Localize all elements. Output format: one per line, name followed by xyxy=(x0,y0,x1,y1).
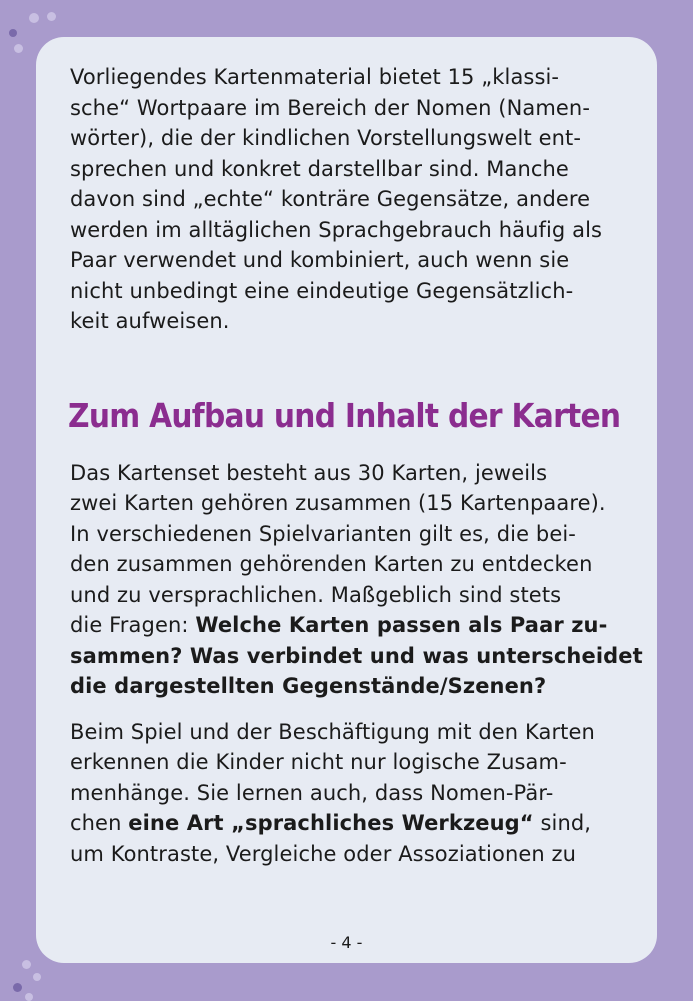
text-line: Das Kartenset besteht aus 30 Karten, jeweils xyxy=(70,460,548,485)
text-line xyxy=(70,610,627,641)
text-run: chen xyxy=(70,811,129,835)
text-line: und zu versprachlichen. Maßgeblich sind stets xyxy=(70,582,562,607)
text-line: sprechen und konkret darstellbar sind. Manche xyxy=(70,156,569,181)
text-line: wörter), die der kindlichen Vorstellungswelt ent- xyxy=(70,126,582,150)
decorative-dot xyxy=(14,44,23,53)
decorative-dot xyxy=(13,983,22,992)
section-paragraph-1 xyxy=(70,458,643,702)
emphasis-text: Welche Karten passen als Paar zu- xyxy=(195,613,608,637)
text-line: Vorliegendes Kartenmaterial bietet 15 „klassi- xyxy=(70,65,560,89)
decorative-dot xyxy=(33,973,41,981)
emphasis-text: eine Art „sprachliches Werkzeug“ xyxy=(128,811,534,835)
text-run: die Fragen: xyxy=(70,613,196,637)
text-line: keit aufweisen. xyxy=(70,309,230,333)
text-line: In verschiedenen Spielvarianten gilt es, die bei- xyxy=(70,521,576,546)
text-line: werden im alltäglichen Sprachgebrauch häufig als xyxy=(70,217,603,242)
decorative-dot xyxy=(29,13,39,23)
decorative-dot xyxy=(9,29,17,37)
content-card xyxy=(36,37,657,963)
text-line: erkennen die Kinder nicht nur logische Zusam- xyxy=(70,750,567,774)
decorative-dot xyxy=(22,960,31,969)
decorative-dot xyxy=(47,12,56,21)
page-number: - 4 - xyxy=(330,933,363,952)
emphasis-line: die dargestellten Gegenstände/Szenen? xyxy=(70,674,547,698)
text-line: menhänge. Sie lernen auch, dass Nomen-Pär- xyxy=(70,780,554,805)
text-run: sind, xyxy=(533,811,592,835)
text-line: zwei Karten gehören zusammen (15 Kartenpaare). xyxy=(70,491,606,515)
section-paragraph-2 xyxy=(70,717,627,870)
emphasis-line: sammen? Was verbindet und was unterscheidet xyxy=(70,643,643,668)
text-line: um Kontraste, Vergleiche oder Assoziationen zu xyxy=(70,841,577,866)
text-line: nicht unbedingt eine eindeutige Gegensätzlich- xyxy=(70,278,574,303)
text-line: den zusammen gehörenden Karten zu entdecken xyxy=(70,552,593,576)
section-heading: Zum Aufbau und Inhalt der Karten xyxy=(68,395,621,435)
text-line: Paar verwendet und kombiniert, auch wenn sie xyxy=(70,248,570,272)
text-line xyxy=(70,808,627,839)
text-line: Beim Spiel und der Beschäftigung mit den Karten xyxy=(70,719,595,744)
text-line: davon sind „echte“ konträre Gegensätze, andere xyxy=(70,187,591,211)
text-line: sche“ Wortpaare im Bereich der Nomen (Namen- xyxy=(70,95,591,120)
intro-paragraph xyxy=(70,62,627,337)
